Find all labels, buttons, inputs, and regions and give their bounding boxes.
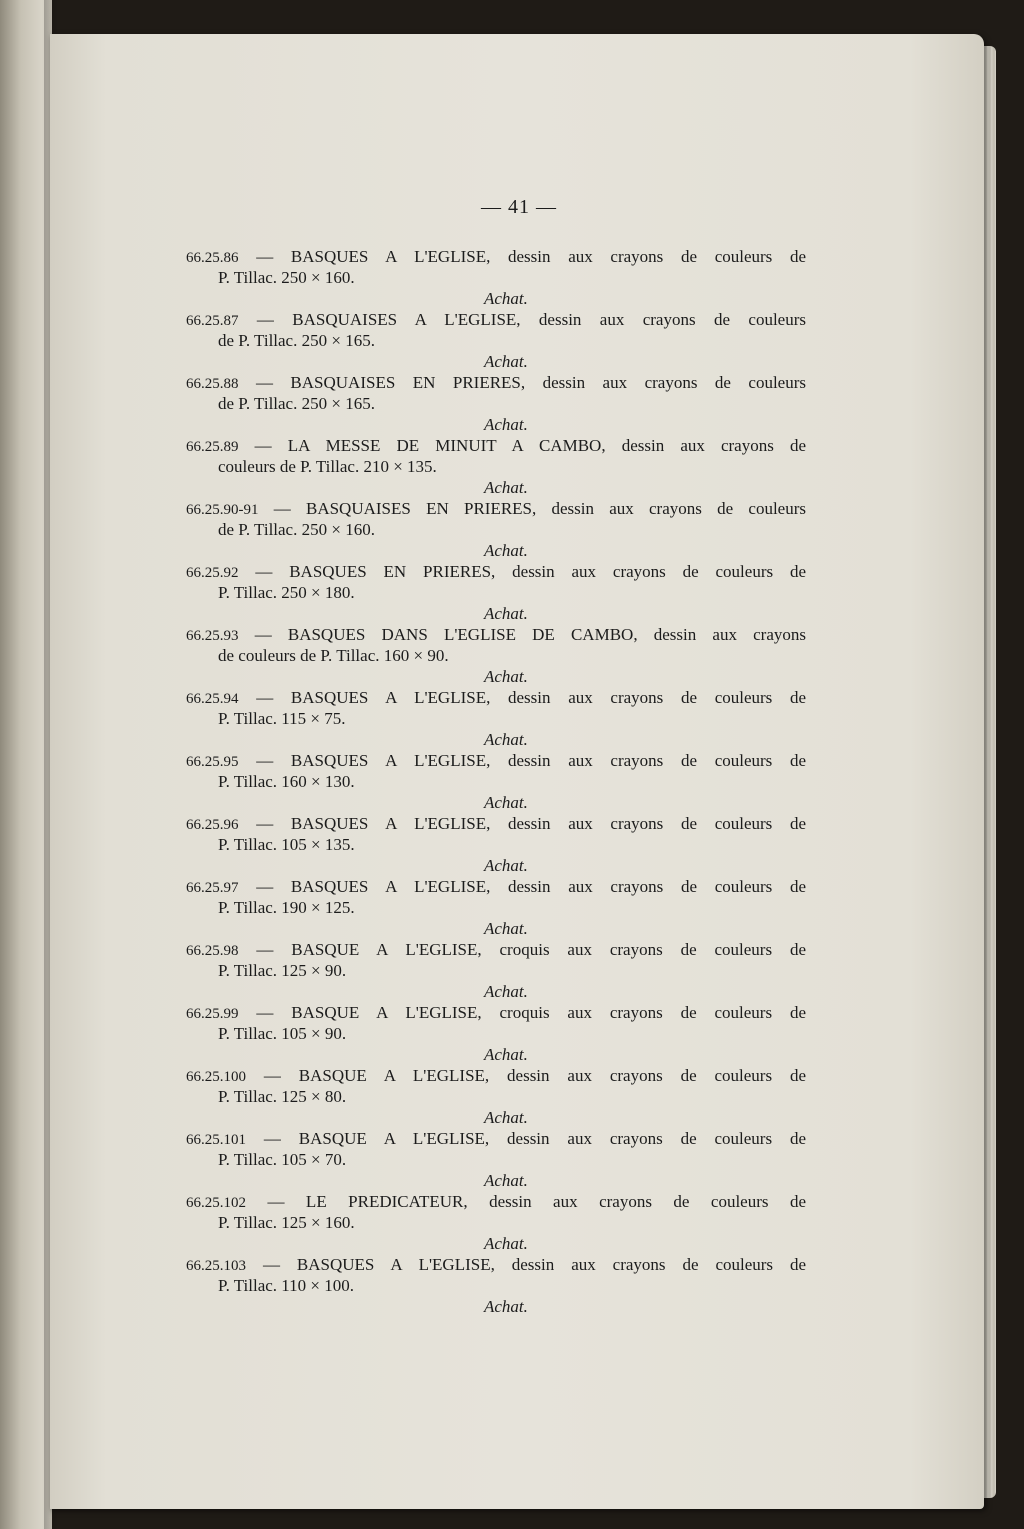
entry-first-line	[186, 688, 806, 709]
entry-acquisition: Achat.	[484, 1171, 528, 1190]
entry-first-line	[186, 1129, 806, 1150]
catalogue-entry	[186, 751, 806, 814]
entry-title: — BASQUES A L'EGLISE, dessin aux crayons de couleurs de	[256, 688, 807, 707]
entry-title: — BASQUE A L'EGLISE, croquis aux crayons de couleurs de	[256, 1003, 806, 1022]
catalogue-entry	[186, 940, 806, 1003]
catalogue-entry	[186, 436, 806, 499]
entry-first-line	[186, 877, 806, 898]
entry-first-line	[186, 562, 806, 583]
entry-acquisition: Achat.	[484, 1108, 528, 1127]
entry-title: — BASQUAISES EN PRIERES, dessin aux crayons de couleurs	[255, 373, 806, 392]
entry-number: 66.25.87	[186, 313, 239, 329]
entry-first-line	[186, 1192, 806, 1213]
entry-details: P. Tillac. 115 × 75.	[218, 709, 346, 728]
entry-number: 66.25.96	[186, 817, 239, 833]
entry-first-line	[186, 499, 806, 520]
entry-details: couleurs de P. Tillac. 210 × 135.	[218, 457, 437, 476]
entry-number: 66.25.101	[186, 1132, 246, 1148]
entry-acquisition: Achat.	[484, 415, 528, 434]
entry-details: P. Tillac. 125 × 80.	[218, 1087, 347, 1106]
entry-first-line	[186, 1066, 806, 1087]
entry-first-line	[186, 373, 806, 394]
entry-first-line	[186, 625, 806, 646]
entry-title: — BASQUAISES A L'EGLISE, dessin aux crayons de couleurs	[256, 310, 806, 329]
catalogue-entry	[186, 625, 806, 688]
catalogue-entry	[186, 688, 806, 751]
catalogue-entry	[186, 814, 806, 877]
entry-title: — BASQUAISES EN PRIERES, dessin aux crayons de couleurs	[273, 499, 806, 518]
entry-title: — BASQUE A L'EGLISE, dessin aux crayons de couleurs de	[263, 1129, 806, 1148]
entry-number: 66.25.90-91	[186, 502, 259, 518]
entry-acquisition: Achat.	[484, 982, 528, 1001]
entry-number: 66.25.88	[186, 376, 239, 392]
entry-details: P. Tillac. 250 × 160.	[218, 268, 355, 287]
entry-details: P. Tillac. 125 × 90.	[218, 961, 347, 980]
entry-first-line	[186, 1255, 806, 1276]
entry-details: P. Tillac. 105 × 135.	[218, 835, 355, 854]
entry-acquisition: Achat.	[484, 1297, 528, 1316]
entry-details: de couleurs de P. Tillac. 160 × 90.	[218, 646, 449, 665]
entry-number: 66.25.94	[186, 691, 239, 707]
catalogue-entry	[186, 310, 806, 373]
catalogue-entry	[186, 1003, 806, 1066]
entry-title: — BASQUES A L'EGLISE, dessin aux crayons de couleurs de	[262, 1255, 807, 1274]
entry-acquisition: Achat.	[484, 1045, 528, 1064]
entry-number: 66.25.102	[186, 1195, 246, 1211]
entry-first-line	[186, 310, 806, 331]
entry-details: P. Tillac. 190 × 125.	[218, 898, 355, 917]
entry-title: — BASQUES A L'EGLISE, dessin aux crayons de couleurs de	[256, 751, 807, 770]
entry-acquisition: Achat.	[484, 667, 528, 686]
catalogue-entry	[186, 499, 806, 562]
entry-title: — BASQUES A L'EGLISE, dessin aux crayons de couleurs de	[256, 814, 807, 833]
entry-number: 66.25.93	[186, 628, 239, 644]
entry-details: P. Tillac. 125 × 160.	[218, 1213, 355, 1232]
entry-details: P. Tillac. 105 × 70.	[218, 1150, 347, 1169]
entry-details: de P. Tillac. 250 × 165.	[218, 331, 375, 350]
catalogue-entry	[186, 877, 806, 940]
entry-acquisition: Achat.	[484, 1234, 528, 1253]
entry-acquisition: Achat.	[484, 352, 528, 371]
entry-details: P. Tillac. 110 × 100.	[218, 1276, 355, 1295]
catalogue-entry	[186, 1129, 806, 1192]
catalogue-entry	[186, 1066, 806, 1129]
entry-title: — BASQUES EN PRIERES, dessin aux crayons de couleurs de	[255, 562, 806, 581]
page-number: — 41 —	[481, 196, 557, 218]
entry-number: 66.25.99	[186, 1006, 239, 1022]
entry-acquisition: Achat.	[484, 793, 528, 812]
catalogue-entry	[186, 562, 806, 625]
entry-first-line	[186, 1003, 806, 1024]
entry-title: — LE PREDICATEUR, dessin aux crayons de couleurs de	[267, 1192, 806, 1211]
entry-number: 66.25.97	[186, 880, 239, 896]
entry-details: de P. Tillac. 250 × 160.	[218, 520, 375, 539]
entry-first-line	[186, 814, 806, 835]
entry-acquisition: Achat.	[484, 289, 528, 308]
entry-number: 66.25.98	[186, 943, 239, 959]
entry-details: P. Tillac. 105 × 90.	[218, 1024, 347, 1043]
entry-acquisition: Achat.	[484, 856, 528, 875]
entry-acquisition: Achat.	[484, 541, 528, 560]
entry-details: P. Tillac. 160 × 130.	[218, 772, 355, 791]
entry-number: 66.25.86	[186, 250, 239, 266]
entry-number: 66.25.103	[186, 1258, 246, 1274]
catalogue-entry	[186, 247, 806, 310]
entry-first-line	[186, 247, 806, 268]
entry-number: 66.25.95	[186, 754, 239, 770]
entry-title: — BASQUES DANS L'EGLISE DE CAMBO, dessin aux crayons	[254, 625, 807, 644]
entry-details: de P. Tillac. 250 × 165.	[218, 394, 375, 413]
entry-acquisition: Achat.	[484, 730, 528, 749]
entry-number: 66.25.89	[186, 439, 239, 455]
entry-acquisition: Achat.	[484, 919, 528, 938]
entry-title: — LA MESSE DE MINUIT A CAMBO, dessin aux crayons de	[254, 436, 807, 455]
catalogue-entry	[186, 373, 806, 436]
catalogue-entry	[186, 1192, 806, 1255]
entry-first-line	[186, 436, 806, 457]
entry-acquisition: Achat.	[484, 478, 528, 497]
entry-details: P. Tillac. 250 × 180.	[218, 583, 355, 602]
entry-number: 66.25.92	[186, 565, 239, 581]
entry-first-line	[186, 940, 806, 961]
entry-number: 66.25.100	[186, 1069, 246, 1085]
entry-title: — BASQUES A L'EGLISE, dessin aux crayons de couleurs de	[256, 247, 807, 266]
catalogue-entry	[186, 1255, 806, 1318]
entry-title: — BASQUE A L'EGLISE, croquis aux crayons de couleurs de	[256, 940, 806, 959]
entry-title: — BASQUE A L'EGLISE, dessin aux crayons de couleurs de	[263, 1066, 806, 1085]
entry-first-line	[186, 751, 806, 772]
entry-title: — BASQUES A L'EGLISE, dessin aux crayons de couleurs de	[256, 877, 807, 896]
catalogue-entries	[186, 247, 806, 1318]
entry-acquisition: Achat.	[484, 604, 528, 623]
